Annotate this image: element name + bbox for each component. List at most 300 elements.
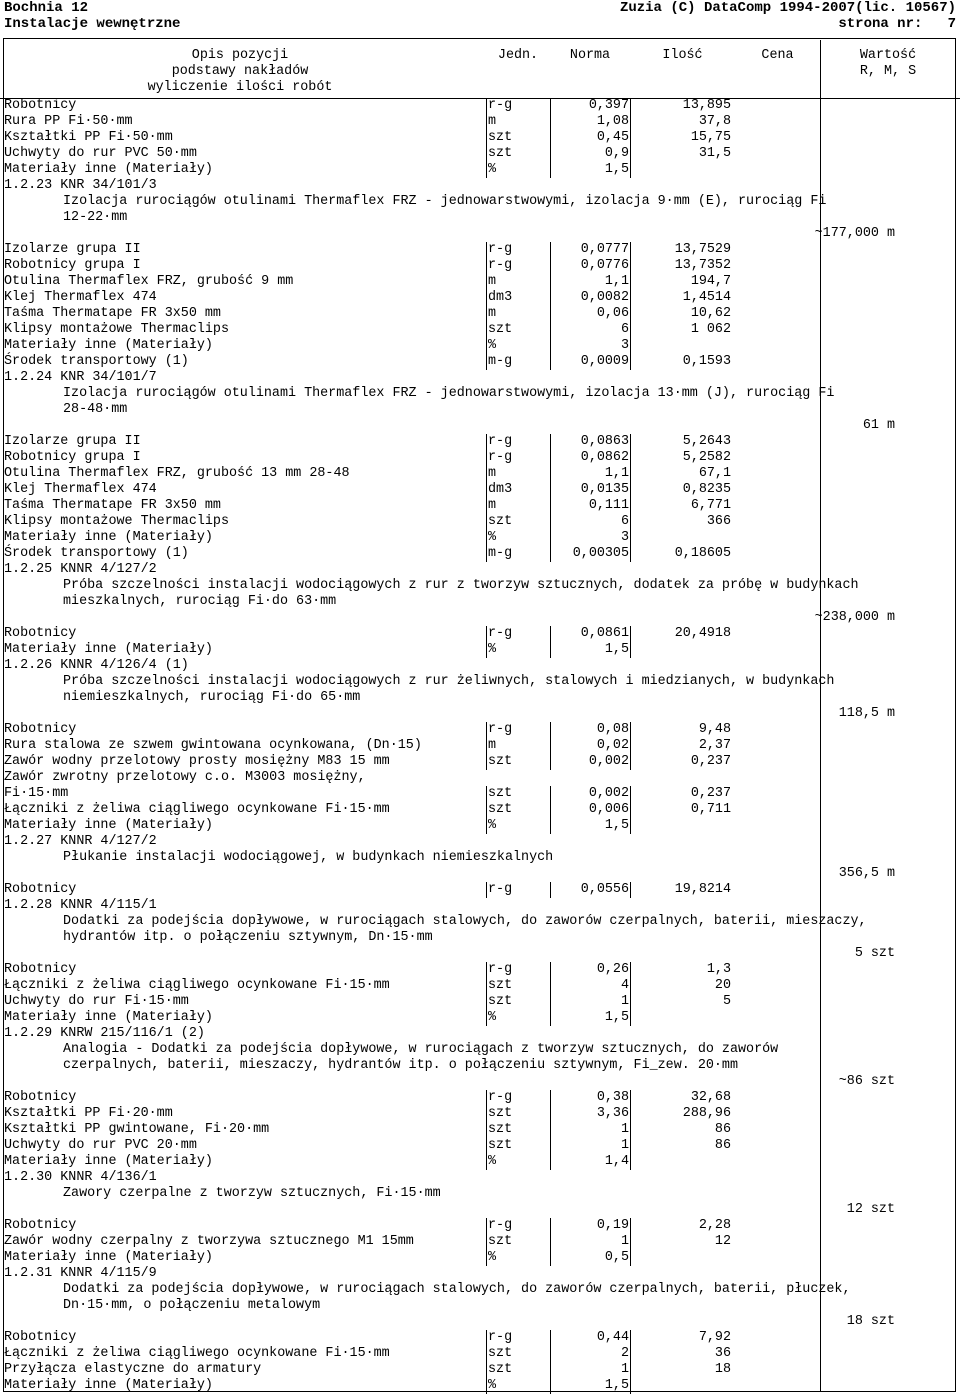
unit: r-g: [488, 98, 513, 113]
description-row: [0, 850, 960, 866]
quantity: 288,96: [630, 1106, 731, 1122]
quantity: [630, 642, 731, 658]
unit: szt: [488, 994, 513, 1009]
col-ilosc: Ilość: [662, 48, 703, 63]
position-description: Płukanie instalacji wodociągowej, w budynkach niemieszkalnych: [63, 850, 554, 865]
quantity: 0,237: [630, 754, 731, 770]
resource-name: Klipsy montażowe Thermaclips: [4, 322, 229, 337]
description-row: [0, 1298, 960, 1314]
resource-row: [0, 290, 960, 306]
resource-row: [0, 146, 960, 162]
unit: szt: [488, 978, 513, 993]
resource-name: Robotnicy: [4, 1090, 77, 1105]
resource-name: Materiały inne (Materiały): [4, 1378, 213, 1393]
norm: 0,02: [550, 738, 629, 754]
position-row: [0, 658, 960, 674]
unit: szt: [488, 1138, 513, 1153]
norm: 0,006: [550, 802, 629, 818]
position-description: hydrantów itp. o połączeniu sztywnym, Dn·15·mm: [63, 930, 433, 945]
position-code: 1.2.24 KNR 34/101/7: [4, 370, 157, 385]
norm: 0,5: [550, 1250, 629, 1266]
resource-name: Łączniki z żeliwa ciągliwego ocynkowane Fi·15·mm: [4, 802, 390, 817]
norm: 0,0861: [550, 626, 629, 642]
unit: r-g: [488, 882, 513, 897]
norm: 0,44: [550, 1330, 629, 1346]
resource-row: [0, 242, 960, 258]
unit: m: [488, 498, 497, 513]
unit: m: [488, 274, 497, 289]
norm: 0,00305: [550, 546, 629, 562]
quantity: 2,28: [630, 1218, 731, 1234]
resource-name: Przyłącza elastyczne do armatury: [4, 1362, 262, 1377]
norm: 1,1: [550, 466, 629, 482]
unit: %: [488, 338, 497, 353]
unit: r-g: [488, 626, 513, 641]
position-code: 1.2.26 KNNR 4/126/4 (1): [4, 658, 189, 673]
resource-row: [0, 498, 960, 514]
quantity: 6,771: [630, 498, 731, 514]
position-code: 1.2.23 KNR 34/101/3: [4, 178, 157, 193]
unit: [486, 770, 487, 786]
resource-name: Uchwyty do rur Fi·15·mm: [4, 994, 189, 1009]
norm: 4: [550, 978, 629, 994]
unit: r-g: [488, 258, 513, 273]
resource-row: [0, 754, 960, 770]
quantity: 20,4918: [630, 626, 731, 642]
description-row: [0, 914, 960, 930]
unit: szt: [488, 786, 513, 801]
norm: 3: [550, 530, 629, 546]
quantity: 36: [630, 1346, 731, 1362]
quantity-total: 356,5 m: [838, 866, 895, 881]
norm: 1,5: [550, 162, 629, 178]
resource-row: [0, 306, 960, 322]
resource-row: [0, 258, 960, 274]
quantity: 0,8235: [630, 482, 731, 498]
unit: m: [488, 738, 497, 753]
quantity: 18: [630, 1362, 731, 1378]
resource-row: [0, 818, 960, 834]
resource-row: [0, 482, 960, 498]
description-row: [0, 210, 960, 226]
unit: r-g: [488, 962, 513, 977]
resource-row: [0, 1250, 960, 1266]
col-jedn: Jedn.: [497, 48, 539, 63]
position-row: [0, 1170, 960, 1186]
resource-row: [0, 1378, 960, 1394]
resource-name: Materiały inne (Materiały): [4, 818, 213, 833]
unit: dm3: [488, 482, 513, 497]
resource-row: [0, 1218, 960, 1234]
norm: 0,0776: [550, 258, 629, 274]
quantity: 32,68: [630, 1090, 731, 1106]
description-row: [0, 1042, 960, 1058]
quantity: [630, 818, 731, 834]
norm: 1,5: [550, 818, 629, 834]
position-row: [0, 834, 960, 850]
description-row: [0, 930, 960, 946]
resource-row: [0, 274, 960, 290]
norm: 1: [550, 1122, 629, 1138]
description-row: [0, 674, 960, 690]
resource-name: Zawór wodny czerpalny z tworzywa sztucznego M1 15mm: [4, 1234, 414, 1249]
resource-name: Rura stalowa ze szwem gwintowana ocynkowana, (Dn·15): [4, 738, 422, 753]
resource-row: [0, 338, 960, 354]
quantity: [630, 1010, 731, 1026]
quantity: [630, 770, 730, 786]
quantity-total-row: [0, 226, 960, 242]
resource-name: Robotnicy: [4, 98, 77, 113]
quantity: [630, 530, 731, 546]
description-row: [0, 594, 960, 610]
resource-row: [0, 978, 960, 994]
quantity: [630, 338, 731, 354]
description-row: [0, 1058, 960, 1074]
norm: 0,0135: [550, 482, 629, 498]
quantity: 12: [630, 1234, 731, 1250]
position-description: mieszkalnych, rurociąg Fi·do 63·mm: [63, 594, 337, 609]
quantity-total-row: [0, 610, 960, 626]
norm: 0,08: [550, 722, 629, 738]
resource-row: [0, 1090, 960, 1106]
col-opis-3: wyliczenie ilości robót: [147, 80, 333, 95]
unit: m-g: [488, 354, 513, 369]
norm: 0,002: [550, 786, 629, 802]
quantity: 5: [630, 994, 731, 1010]
resource-name: Materiały inne (Materiały): [4, 642, 213, 657]
resource-name: Łączniki z żeliwa ciągliwego ocynkowane Fi·15·mm: [4, 978, 390, 993]
quantity: 366: [630, 514, 731, 530]
position-description: Dodatki za podejścia dopływowe, w rurociągach stalowych, do zaworów czerpalnych, baterii, mieszaczy,: [63, 914, 867, 929]
norm: 0,19: [550, 1218, 629, 1234]
resource-name: Fi·15·mm: [4, 786, 69, 801]
resource-row: [0, 770, 960, 786]
quantity: 5,2582: [630, 450, 731, 466]
unit: r-g: [488, 434, 513, 449]
resource-row: [0, 354, 960, 370]
resource-name: Materiały inne (Materiały): [4, 162, 213, 177]
norm: 2: [550, 1346, 629, 1362]
unit: szt: [488, 1122, 513, 1137]
resource-name: Środek transportowy (1): [4, 546, 189, 561]
description-row: [0, 1186, 960, 1202]
resource-name: Robotnicy: [4, 882, 77, 897]
position-code: 1.2.30 KNNR 4/136/1: [4, 1170, 157, 1185]
resource-row: [0, 530, 960, 546]
section-name: Instalacje wewnętrzne: [4, 16, 181, 32]
resource-row: [0, 802, 960, 818]
col-cena: Cena: [761, 48, 794, 63]
resource-name: Robotnicy: [4, 1330, 77, 1345]
resource-name: Zawór zwrotny przelotowy c.o. M3003 mosiężny,: [4, 770, 366, 785]
resource-row: [0, 514, 960, 530]
quantity: 0,237: [630, 786, 731, 802]
quantity: 67,1: [630, 466, 731, 482]
resource-name: Materiały inne (Materiały): [4, 1010, 213, 1025]
resource-name: Kształtki PP gwintowane, Fi·20·mm: [4, 1122, 270, 1137]
resource-row: [0, 962, 960, 978]
resource-name: Materiały inne (Materiały): [4, 338, 213, 353]
project-name: Bochnia 12: [4, 0, 89, 16]
unit: m: [488, 114, 497, 129]
quantity-total-row: [0, 946, 960, 962]
description-row: [0, 386, 960, 402]
quantity: 1 062: [630, 322, 731, 338]
description-row: [0, 690, 960, 706]
resource-row: [0, 434, 960, 450]
quantity: 10,62: [630, 306, 731, 322]
quantity-total: ~238,000 m: [814, 610, 895, 625]
resource-name: Uchwyty do rur PVC 20·mm: [4, 1138, 197, 1153]
resource-row: [0, 1362, 960, 1378]
quantity: 5,2643: [630, 434, 731, 450]
norm: 0,26: [550, 962, 629, 978]
unit: szt: [488, 146, 513, 161]
resource-name: Zawór wodny przelotowy prosty mosiężny M83 15 mm: [4, 754, 390, 769]
unit: szt: [488, 1362, 513, 1377]
norm: 1,1: [550, 274, 629, 290]
quantity-total: 5 szt: [854, 946, 895, 961]
norm: 1,08: [550, 114, 629, 130]
resource-row: [0, 466, 960, 482]
quantity-total: ~177,000 m: [814, 226, 895, 241]
position-code: 1.2.25 KNNR 4/127/2: [4, 562, 157, 577]
norm: 0,45: [550, 130, 629, 146]
quantity-total: 61 m: [862, 418, 895, 433]
norm: 0,397: [550, 98, 629, 114]
quantity: 13,7352: [630, 258, 731, 274]
resource-row: [0, 882, 960, 898]
resource-name: Taśma Thermatape FR 3x50 mm: [4, 306, 221, 321]
unit: m: [488, 466, 497, 481]
resource-name: Izolarze grupa II: [4, 242, 141, 257]
resource-row: [0, 994, 960, 1010]
norm: 0,0777: [550, 242, 629, 258]
cost-table-body: [0, 98, 960, 1394]
position-row: [0, 1026, 960, 1042]
quantity: [630, 1154, 731, 1170]
quantity: 7,92: [630, 1330, 731, 1346]
quantity: 0,711: [630, 802, 731, 818]
resource-row: [0, 114, 960, 130]
position-description: Próba szczelności instalacji wodociągowych z rur z tworzyw sztucznych, dodatek za próbę w budynkach: [63, 578, 859, 593]
unit: r-g: [488, 450, 513, 465]
position-description: Izolacja rurociągów otulinami Thermaflex FRZ - jednowarstwowymi, izolacja 9·mm (E), rurociąg Fi: [63, 194, 827, 209]
col-norma: Norma: [569, 48, 611, 63]
position-description: 28-48·mm: [63, 402, 128, 417]
quantity-total-row: [0, 1074, 960, 1090]
quantity: 37,8: [630, 114, 731, 130]
unit: szt: [488, 802, 513, 817]
quantity-total: 118,5 m: [838, 706, 895, 721]
norm: 0,06: [550, 306, 629, 322]
resource-name: Łączniki z żeliwa ciągliwego ocynkowane Fi·15·mm: [4, 1346, 390, 1361]
quantity: 194,7: [630, 274, 731, 290]
description-row: [0, 1282, 960, 1298]
resource-name: Materiały inne (Materiały): [4, 530, 213, 545]
unit: szt: [488, 514, 513, 529]
position-row: [0, 562, 960, 578]
resource-row: [0, 1234, 960, 1250]
unit: szt: [488, 1346, 513, 1361]
unit: r-g: [488, 722, 513, 737]
unit: szt: [488, 130, 513, 145]
quantity: 9,48: [630, 722, 731, 738]
quantity-total-row: [0, 866, 960, 882]
unit: %: [488, 1250, 497, 1265]
unit: szt: [488, 754, 513, 769]
resource-row: [0, 1122, 960, 1138]
resource-row: [0, 1106, 960, 1122]
norm: 1,4: [550, 1154, 629, 1170]
position-description: Izolacja rurociągów otulinami Thermaflex FRZ - jednowarstwowymi, izolacja 13·mm (J), rurociąg Fi: [63, 386, 835, 401]
resource-name: Robotnicy grupa I: [4, 450, 141, 465]
norm: 0,0009: [550, 354, 629, 370]
unit: szt: [488, 322, 513, 337]
position-code: 1.2.28 KNNR 4/115/1: [4, 898, 157, 913]
column-headers: [0, 40, 960, 99]
resource-name: Robotnicy grupa I: [4, 258, 141, 273]
norm: 3,36: [550, 1106, 629, 1122]
norm: 0,002: [550, 754, 629, 770]
position-description: czerpalnych, baterii, mieszaczy, hydrantów itp. o połączeniu sztywnym, Fi_zew. 20·mm: [63, 1058, 738, 1073]
resource-name: Rura PP Fi·50·mm: [4, 114, 133, 129]
norm: [550, 770, 628, 786]
col-opis-1: Opis pozycji: [191, 48, 289, 63]
unit: szt: [488, 1234, 513, 1249]
resource-name: Środek transportowy (1): [4, 354, 189, 369]
unit: r-g: [488, 1090, 513, 1105]
resource-name: Robotnicy: [4, 1218, 77, 1233]
description-row: [0, 578, 960, 594]
resource-name: Robotnicy: [4, 962, 77, 977]
position-description: Analogia - Dodatki za podejścia dopływowe, w rurociągach z tworzyw sztucznych, do zaworów: [63, 1042, 779, 1057]
unit: %: [488, 642, 497, 657]
resource-row: [0, 450, 960, 466]
quantity: 13,7529: [630, 242, 731, 258]
quantity: 15,75: [630, 130, 731, 146]
norm: 0,38: [550, 1090, 629, 1106]
quantity: 0,1593: [630, 354, 731, 370]
norm: 6: [550, 322, 629, 338]
resource-row: [0, 738, 960, 754]
quantity: 19,8214: [630, 882, 731, 898]
position-description: niemieszkalnych, rurociąg Fi·do 65·mm: [63, 690, 361, 705]
quantity: [630, 1250, 731, 1266]
unit: m-g: [488, 546, 513, 561]
position-row: [0, 1266, 960, 1282]
quantity-total: 12 szt: [846, 1202, 895, 1217]
col-opis-2: podstawy nakładów: [171, 64, 309, 79]
quantity-total-row: [0, 1202, 960, 1218]
description-row: [0, 194, 960, 210]
resource-row: [0, 546, 960, 562]
resource-name: Klej Thermaflex 474: [4, 290, 157, 305]
norm: 6: [550, 514, 629, 530]
quantity: 31,5: [630, 146, 731, 162]
position-row: [0, 370, 960, 386]
position-description: 12-22·mm: [63, 210, 128, 225]
quantity: 13,895: [630, 98, 731, 114]
norm: 0,111: [550, 498, 629, 514]
unit: %: [488, 1154, 497, 1169]
unit: %: [488, 818, 497, 833]
norm: 0,9: [550, 146, 629, 162]
norm: 0,0862: [550, 450, 629, 466]
norm: 1: [550, 994, 629, 1010]
quantity-total: 18 szt: [846, 1314, 895, 1329]
norm: 1: [550, 1138, 629, 1154]
position-row: [0, 898, 960, 914]
position-description: Próba szczelności instalacji wodociągowych z rur żeliwnych, stalowych i miedzianych, w budynkach: [63, 674, 835, 689]
resource-row: [0, 98, 960, 114]
quantity: 1,4514: [630, 290, 731, 306]
quantity: 86: [630, 1138, 731, 1154]
resource-row: [0, 1154, 960, 1170]
unit: m: [488, 306, 497, 321]
resource-name: Klipsy montażowe Thermaclips: [4, 514, 229, 529]
unit: %: [488, 1378, 497, 1393]
resource-name: Robotnicy: [4, 722, 77, 737]
norm: 1: [550, 1362, 629, 1378]
resource-name: Uchwyty do rur PVC 50·mm: [4, 146, 197, 161]
resource-row: [0, 786, 960, 802]
resource-name: Taśma Thermatape FR 3x50 mm: [4, 498, 221, 513]
norm: 1,5: [550, 1010, 629, 1026]
resource-name: Izolarze grupa II: [4, 434, 141, 449]
resource-row: [0, 1010, 960, 1026]
quantity: 20: [630, 978, 731, 994]
unit: %: [488, 1010, 497, 1025]
resource-name: Kształtki PP Fi·50·mm: [4, 130, 173, 145]
norm: 3: [550, 338, 629, 354]
quantity: 1,3: [630, 962, 731, 978]
unit: r-g: [488, 242, 513, 257]
page-number: strona nr: 7: [838, 16, 956, 32]
resource-name: Otulina Thermaflex FRZ, grubość 9 mm: [4, 274, 294, 289]
resource-row: [0, 1346, 960, 1362]
software-info: Zuzia (C) DataComp 1994-2007(lic. 10567): [619, 0, 956, 16]
unit: szt: [488, 1106, 513, 1121]
quantity: [630, 1378, 731, 1394]
resource-row: [0, 626, 960, 642]
quantity-total-row: [0, 418, 960, 434]
unit: %: [488, 530, 497, 545]
resource-row: [0, 322, 960, 338]
unit: r-g: [488, 1218, 513, 1233]
resource-row: [0, 722, 960, 738]
col-wartosc-2: R, M, S: [859, 64, 917, 79]
resource-name: Materiały inne (Materiały): [4, 1154, 213, 1169]
position-description: Dn·15·mm, o połączeniu metalowym: [63, 1298, 321, 1313]
position-description: Zawory czerpalne z tworzyw sztucznych, Fi·15·mm: [63, 1186, 441, 1201]
resource-row: [0, 130, 960, 146]
quantity: 2,37: [630, 738, 731, 754]
quantity-total-row: [0, 706, 960, 722]
resource-name: Otulina Thermaflex FRZ, grubość 13 mm 28-48: [4, 466, 350, 481]
resource-name: Robotnicy: [4, 626, 77, 641]
norm: 0,0863: [550, 434, 629, 450]
position-row: [0, 178, 960, 194]
resource-row: [0, 642, 960, 658]
norm: 1,5: [550, 1378, 629, 1394]
resource-row: [0, 1330, 960, 1346]
unit: r-g: [488, 1330, 513, 1345]
quantity-total-row: [0, 1314, 960, 1330]
quantity: [630, 162, 731, 178]
quantity-total: ~86 szt: [838, 1074, 895, 1089]
norm: 0,0556: [550, 882, 629, 898]
